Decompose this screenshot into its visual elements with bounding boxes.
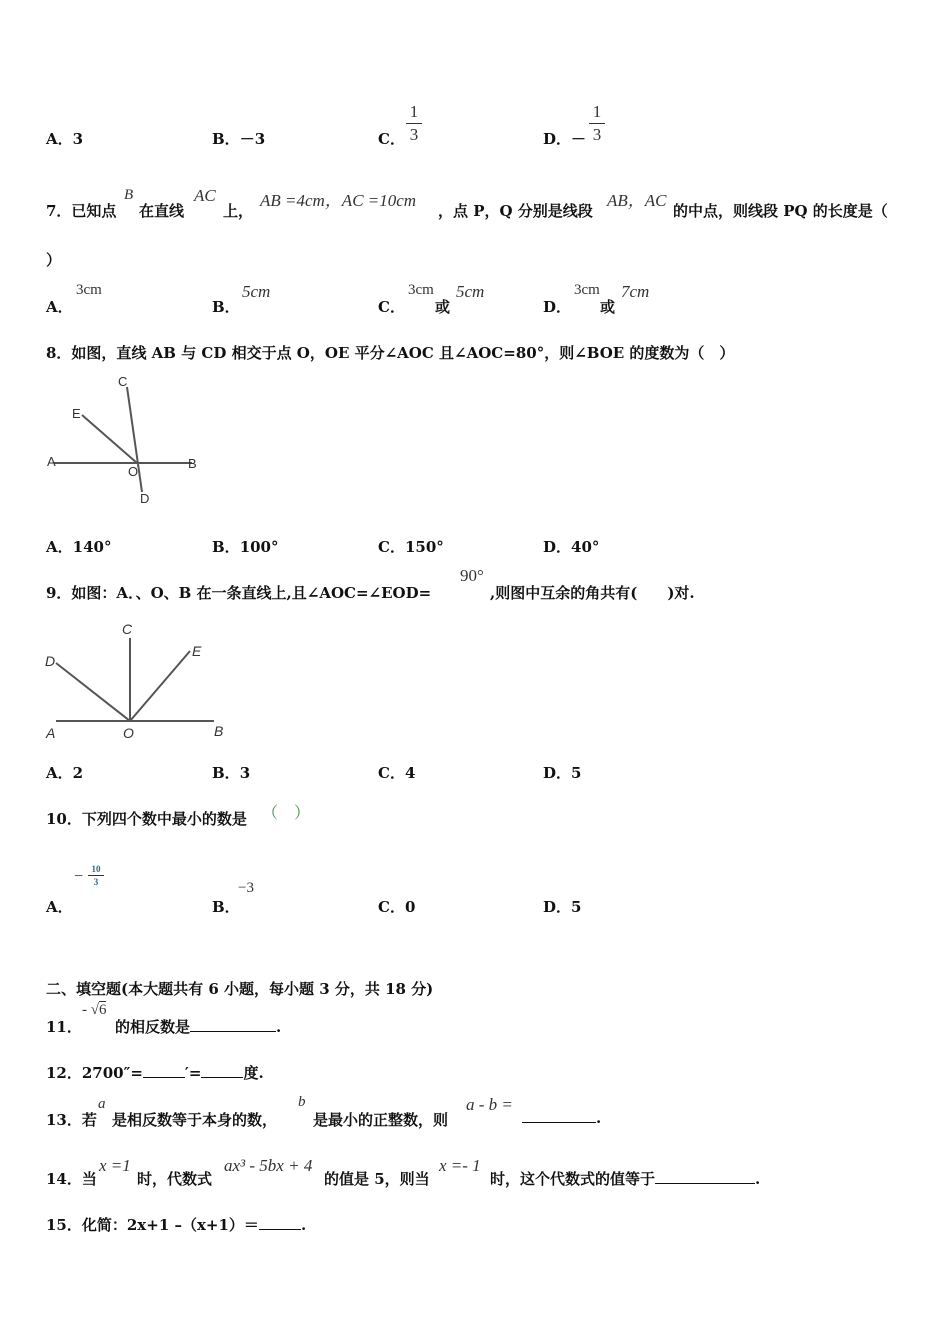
q10-option-a-label: A． [46, 898, 73, 916]
q9-stem-part2: ,则图中互余的角共有( )对. [490, 584, 695, 602]
q8-figure [44, 370, 204, 510]
q8-label-b: B [188, 456, 197, 471]
q13-var-a: a [98, 1096, 106, 1112]
q14-x-equals-neg1: x =- 1 [439, 1156, 481, 1175]
q10-option-d-value: 5 [571, 898, 582, 916]
q6-option-b-value: －3 [239, 130, 266, 148]
q8-option-d-label: D． [543, 538, 572, 556]
q12-part1: 2700″= [81, 1064, 143, 1082]
q6-option-d-label: D． [543, 130, 572, 148]
q8-label-o: O [128, 464, 139, 479]
q10-option-c-label: C． [378, 898, 405, 916]
q9-option-b-value: 3 [239, 764, 251, 782]
q9-label-d: D [45, 653, 56, 669]
q7-line-ac: AC [194, 186, 216, 205]
q12-part3: 度. [243, 1064, 264, 1082]
q11-end: . [276, 1018, 282, 1036]
q14-part2: 时，代数式 [137, 1170, 213, 1188]
q12-blank-minutes[interactable] [143, 1077, 185, 1078]
q11-expr-radicand: 6 [98, 1002, 107, 1018]
q10-option-c-value: 0 [404, 898, 416, 916]
q10-option-b-label: B． [212, 898, 240, 916]
q13-var-b: b [298, 1094, 306, 1110]
q15-answer-blank[interactable] [259, 1229, 301, 1230]
q9-label-a: A [46, 725, 56, 741]
q8-label-a: A [47, 454, 56, 469]
q6-option-d-sign: － [571, 130, 587, 148]
q10-stem: 10．下列四个数中最小的数是 [46, 810, 247, 828]
q8-option-b-label: B． [212, 538, 240, 556]
q11-expr-sign: - [82, 1002, 87, 1018]
q13-number: 13． [46, 1111, 82, 1129]
q8-label-e: E [72, 406, 81, 421]
q15-text: 化简：2x+1 –（x+1）＝ [81, 1216, 259, 1234]
q15-number: 15． [46, 1216, 82, 1234]
q10-option-d-label: D． [543, 898, 572, 916]
q9-option-a-label: A． [46, 764, 73, 782]
q7-option-c-value2: 5cm [456, 282, 485, 301]
q7-option-b-label: B． [212, 298, 240, 316]
q7-option-b-value: 5cm [242, 282, 271, 301]
q8-option-b-value: 100° [239, 538, 279, 556]
q6-option-a-value: 3 [72, 130, 84, 148]
q8-ray-oe [82, 415, 137, 463]
q8-option-d-value: 40° [571, 538, 600, 556]
q13-answer-blank[interactable] [522, 1122, 596, 1123]
q12-blank-degrees[interactable] [201, 1077, 243, 1078]
q9-label-o: O [123, 725, 134, 741]
q14-polynomial: ax³ - 5bx + 4 [224, 1156, 313, 1175]
q13-end: . [596, 1109, 602, 1127]
q9-option-b-label: B． [212, 764, 240, 782]
q7-option-a-label: A． [46, 298, 73, 316]
q6-option-a-label: A． [46, 130, 73, 148]
q13-part1: 若 [81, 1111, 97, 1129]
q7-option-c-label: C． [378, 298, 405, 316]
q10-paren: （ ） [262, 805, 311, 822]
q6-option-c-fraction: 1 3 [406, 103, 422, 144]
q10-option-a-fraction: 10 3 [88, 864, 104, 887]
q7-option-c-value1: 3cm [408, 282, 434, 298]
q9-label-e: E [192, 643, 202, 659]
q14-x-equals-1: x =1 [99, 1156, 131, 1175]
q9-option-c-value: 4 [404, 764, 416, 782]
q7-stem-part2: 在直线 [139, 202, 185, 220]
q7-stem-part1: 7．已知点 [46, 202, 117, 220]
q7-option-d-label: D． [543, 298, 572, 316]
q13-part3: 是最小的正整数，则 [313, 1111, 449, 1129]
q9-stem-part1: 9．如图：A．、O、B 在一条直线上,且∠AOC=∠EOD= [46, 584, 432, 602]
q9-ray-oe [130, 651, 190, 721]
q13-expression: a - b = [466, 1095, 513, 1114]
q6-option-c-label: C． [378, 130, 405, 148]
q14-end: . [755, 1170, 761, 1188]
q9-label-c: C [122, 621, 133, 637]
q12-number: 12． [46, 1064, 82, 1082]
q14-answer-blank[interactable] [655, 1183, 755, 1184]
q14-part1: 当 [81, 1170, 97, 1188]
q11-answer-blank[interactable] [190, 1031, 276, 1032]
q8-option-a-label: A． [46, 538, 73, 556]
q9-label-b: B [214, 723, 224, 739]
q7-stem-part5: 的中点，则线段 PQ 的长度是（ [673, 202, 888, 220]
q11-expression: - √6 [82, 1002, 107, 1018]
q7-equation: AB =4cm，AC =10cm [260, 191, 417, 210]
q9-option-c-label: C． [378, 764, 405, 782]
q8-option-c-value: 150° [404, 538, 444, 556]
q15-end: . [300, 1216, 307, 1234]
q8-label-d: D [140, 491, 150, 506]
q9-option-a-value: 2 [72, 764, 84, 782]
section-2-title: 二、填空题(本大题共有 6 小题，每小题 3 分，共 18 分) [46, 980, 434, 998]
q7-option-c-or: 或 [435, 298, 451, 316]
q8-option-a-value: 140° [72, 538, 112, 556]
q9-option-d-value: 5 [571, 764, 582, 782]
q7-option-d-value2: 7cm [621, 282, 650, 301]
q7-option-d-or: 或 [600, 298, 616, 316]
q10-option-b-value: −3 [238, 880, 254, 896]
q14-part4: 时，这个代数式的值等于 [490, 1170, 656, 1188]
q8-label-c: C [118, 374, 128, 389]
q7-stem-part4: ，点 P，Q 分别是线段 [438, 202, 593, 220]
q7-option-d-value1: 3cm [574, 282, 600, 298]
q6-option-d-fraction: 1 3 [589, 103, 605, 144]
q9-degree: 90° [460, 566, 484, 585]
q10-option-a-sign: − [74, 868, 84, 885]
q9-option-d-label: D． [543, 764, 572, 782]
q9-figure [42, 618, 232, 748]
q12-part2: ′= [184, 1064, 202, 1082]
q14-number: 14． [46, 1170, 82, 1188]
q9-ray-od [56, 663, 130, 721]
q13-part2: 是相反数等于本身的数， [112, 1111, 278, 1129]
q11-text: 的相反数是 [115, 1018, 191, 1036]
q7-close-paren: ） [46, 251, 62, 269]
q6-option-b-label: B． [212, 130, 240, 148]
q7-segments: AB，AC [607, 191, 667, 210]
q8-option-c-label: C． [378, 538, 405, 556]
q8-stem: 8．如图，直线 AB 与 CD 相交于点 O，OE 平分∠AOC 且∠AOC=80°，则∠BOE 的度数为（ ） [46, 344, 735, 362]
q14-part3: 的值是 5，则当 [324, 1170, 430, 1188]
q11-number: 11． [46, 1018, 82, 1036]
q7-option-a-value: 3cm [76, 282, 102, 298]
q7-point-b: B [124, 187, 134, 203]
q7-stem-part3: 上， [223, 202, 254, 220]
